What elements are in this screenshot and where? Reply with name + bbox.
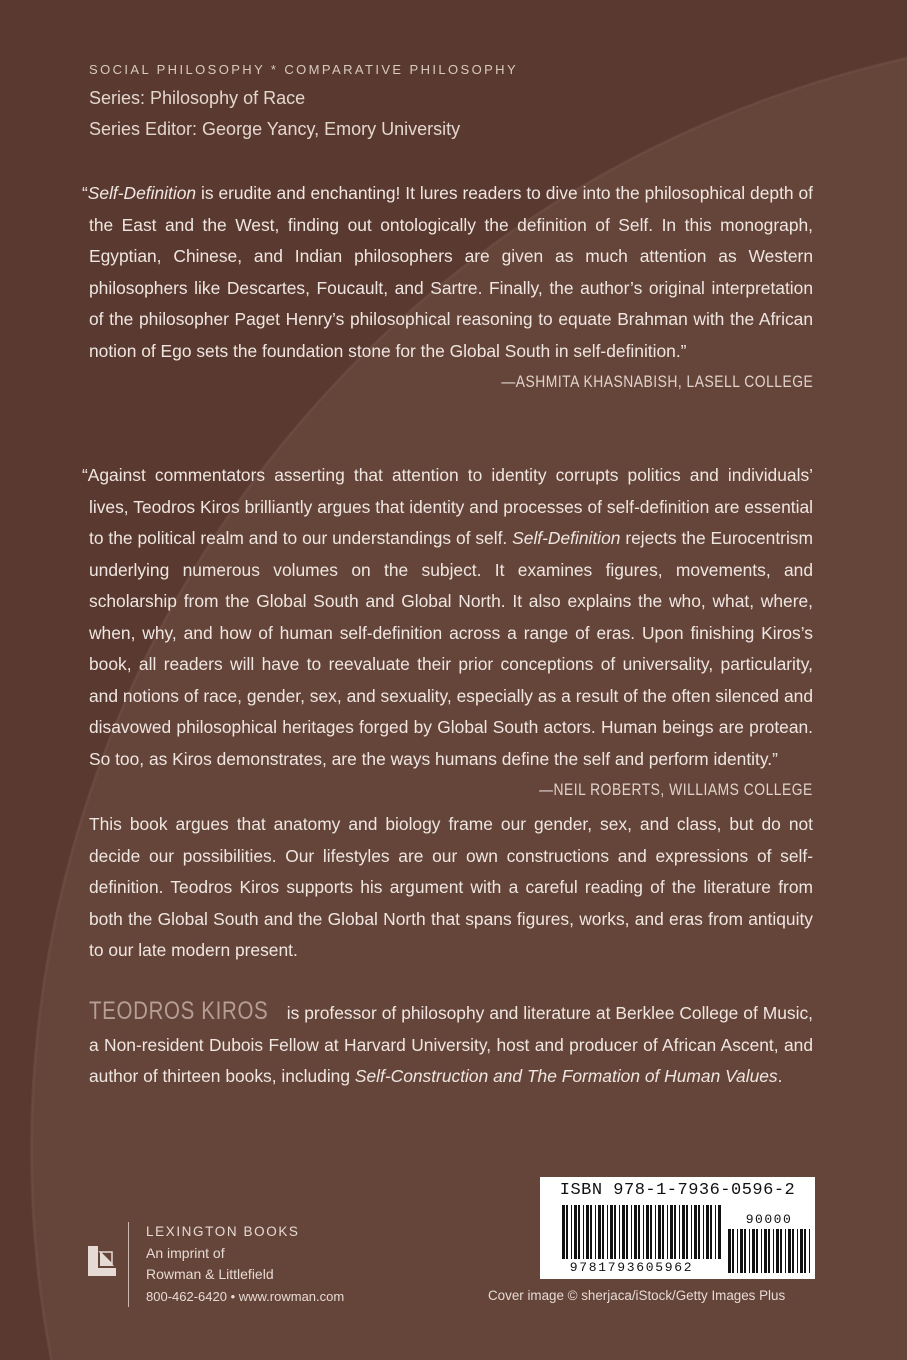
author-bio	[89, 996, 813, 1093]
barcode-bar	[768, 1229, 770, 1273]
book-title: Self-Definition	[87, 183, 197, 203]
publisher-parent: Rowman & Littlefield	[146, 1266, 274, 1282]
barcode-bar	[670, 1205, 673, 1259]
barcode-bar	[788, 1229, 791, 1273]
barcode-addon-digits: 90000	[745, 1212, 793, 1227]
barcode-bar	[773, 1229, 774, 1273]
barcode-bar	[574, 1205, 577, 1259]
quote-text: rejects the Eurocentrism underlying numerous volumes on the subject. It examines figures, movements, and scholarship from the Global South and Global North. It also explains the who, what, where, when, why, and how of human self-definition across a range of eras. Upon finishing Kiros’s book, all readers will have to reevaluate their prior conceptions of universality, particularity, and notions of race, gender, sex, and sexuality, especially as a result of the often silenced and disavowed philosophical heritages forged by Global South actors. Human beings are protean. So too, as Kiros demonstrates, are the ways humans define the self and perform identity.”	[89, 528, 813, 769]
barcode-bar	[785, 1229, 786, 1273]
barcode-bar	[595, 1205, 596, 1259]
barcode-bar	[740, 1229, 743, 1273]
barcode-bar	[631, 1205, 632, 1259]
barcode-bar	[737, 1229, 738, 1273]
barcode-bar	[698, 1205, 700, 1259]
endorsement-quote-2	[82, 460, 813, 807]
barcode-bar	[590, 1205, 592, 1259]
barcode-bar	[682, 1205, 685, 1259]
barcode-bar	[662, 1205, 664, 1259]
barcode-bar	[694, 1205, 697, 1259]
barcode-bar	[776, 1229, 779, 1273]
barcode-bar	[634, 1205, 637, 1259]
barcode-bar	[792, 1229, 794, 1273]
barcode-bar	[650, 1205, 652, 1259]
barcode-bar	[622, 1205, 625, 1259]
isbn-barcode	[540, 1177, 815, 1279]
quote-attribution: —NEIL ROBERTS, WILLIAMS COLLEGE	[539, 781, 813, 799]
barcode-bar	[703, 1205, 704, 1259]
barcode-bar	[797, 1229, 798, 1273]
barcode-bar	[728, 1229, 731, 1273]
isbn-label: ISBN 978-1-7936-0596-2	[559, 1181, 796, 1200]
barcode-bar	[761, 1229, 762, 1273]
barcode-bar	[638, 1205, 640, 1259]
series-editor: Series Editor: George Yancy, Emory University	[89, 119, 461, 139]
quote-mark: “	[82, 183, 88, 203]
barcode-bar	[667, 1205, 668, 1259]
barcode-bar	[583, 1205, 584, 1259]
barcode-bar	[578, 1205, 580, 1259]
barcode-bar	[571, 1205, 572, 1259]
barcode-bar	[718, 1205, 721, 1259]
barcode-bar	[610, 1205, 613, 1259]
barcode-bar	[715, 1205, 716, 1259]
barcode-bar	[679, 1205, 680, 1259]
barcode-bar	[646, 1205, 649, 1259]
quote-text: “Against commentators asserting that attention to identity corrupts politics and individuals’ lives, Teodros Kiros brilliantly argues that identity and processes of self-definition are essential to the political realm and to our understandings of self.	[82, 465, 813, 548]
barcode-bar	[800, 1229, 803, 1273]
barcode-bar	[764, 1229, 767, 1273]
barcode-bar	[744, 1229, 746, 1273]
barcode-bar	[752, 1229, 755, 1273]
barcode-bar	[674, 1205, 676, 1259]
barcode-bar	[710, 1205, 712, 1259]
book-title: Self-Definition	[512, 528, 621, 548]
barcode-bar	[804, 1229, 806, 1273]
bio-end: .	[777, 1066, 783, 1086]
endorsement-quote-1	[82, 178, 813, 399]
barcode-bar	[566, 1205, 568, 1259]
publisher-logo-icon	[88, 1246, 116, 1276]
barcode-bar	[691, 1205, 692, 1259]
bio-text: is professor of philosophy and literature at Berklee College of Music, a Non-resident Dubois Fellow at Harvard University, host and producer of African Ascent, and author of thirteen books, including	[89, 1003, 813, 1086]
barcode-bar	[809, 1229, 810, 1273]
barcode-bar	[614, 1205, 616, 1259]
barcode-bar	[706, 1205, 709, 1259]
subject-category: SOCIAL PHILOSOPHY * COMPARATIVE PHILOSOPHY	[89, 62, 519, 77]
quote-attribution: —ASHMITA KHASNABISH, LASELL COLLEGE	[501, 373, 813, 391]
barcode-bar	[732, 1229, 734, 1273]
publisher-imprint: An imprint of	[146, 1245, 225, 1261]
bio-book-title: Self-Construction and The Formation of Human Values	[354, 1066, 778, 1086]
publisher-divider	[128, 1222, 129, 1307]
publisher-contact: 800-462-6420 • www.rowman.com	[146, 1289, 345, 1304]
barcode-bar	[598, 1205, 601, 1259]
barcode-bar	[658, 1205, 661, 1259]
publisher-name: LEXINGTON BOOKS	[146, 1224, 300, 1239]
cover-image-credit: Cover image © sherjaca/iStock/Getty Images Plus	[488, 1288, 786, 1303]
barcode-bar	[586, 1205, 589, 1259]
barcode-bar	[607, 1205, 608, 1259]
barcode-bar	[626, 1205, 628, 1259]
quote-text: is erudite and enchanting! It lures readers to dive into the philosophical depth of the East and the West, finding out ontologically the definition of Self. In this monograph, Egyptian, Chinese, and Indian philosophers are given as much attention as Western philosophers like Descartes, Foucault, and Sartre. Finally, the author’s original interpretation of the philosopher Paget Henry’s philosophical reasoning to equate Brahman with the African notion of Ego sets the foundation stone for the Global South in self-definition.”	[89, 183, 813, 361]
barcode-bar	[643, 1205, 644, 1259]
barcode-digits: 9781793605962	[569, 1260, 694, 1275]
book-description: This book argues that anatomy and biology frame our gender, sex, and class, but do not decide our possibilities. Our lifestyles are our own constructions and expressions of self-definition. Teodros Kiros supports his argument with a careful reading of the literature from both the Global South and the Global North that spans figures, works, and eras from antiquity to our late modern present.	[89, 814, 813, 960]
barcode-bar	[756, 1229, 758, 1273]
barcode-bar	[655, 1205, 656, 1259]
barcode-bar	[749, 1229, 750, 1273]
barcode-bar	[602, 1205, 604, 1259]
author-name: TEODROS KIROS	[89, 997, 269, 1025]
series-name: Series: Philosophy of Race	[89, 88, 306, 108]
barcode-bar	[780, 1229, 782, 1273]
barcode-bar	[562, 1205, 565, 1259]
barcode-bar	[619, 1205, 620, 1259]
barcode-bar	[686, 1205, 688, 1259]
